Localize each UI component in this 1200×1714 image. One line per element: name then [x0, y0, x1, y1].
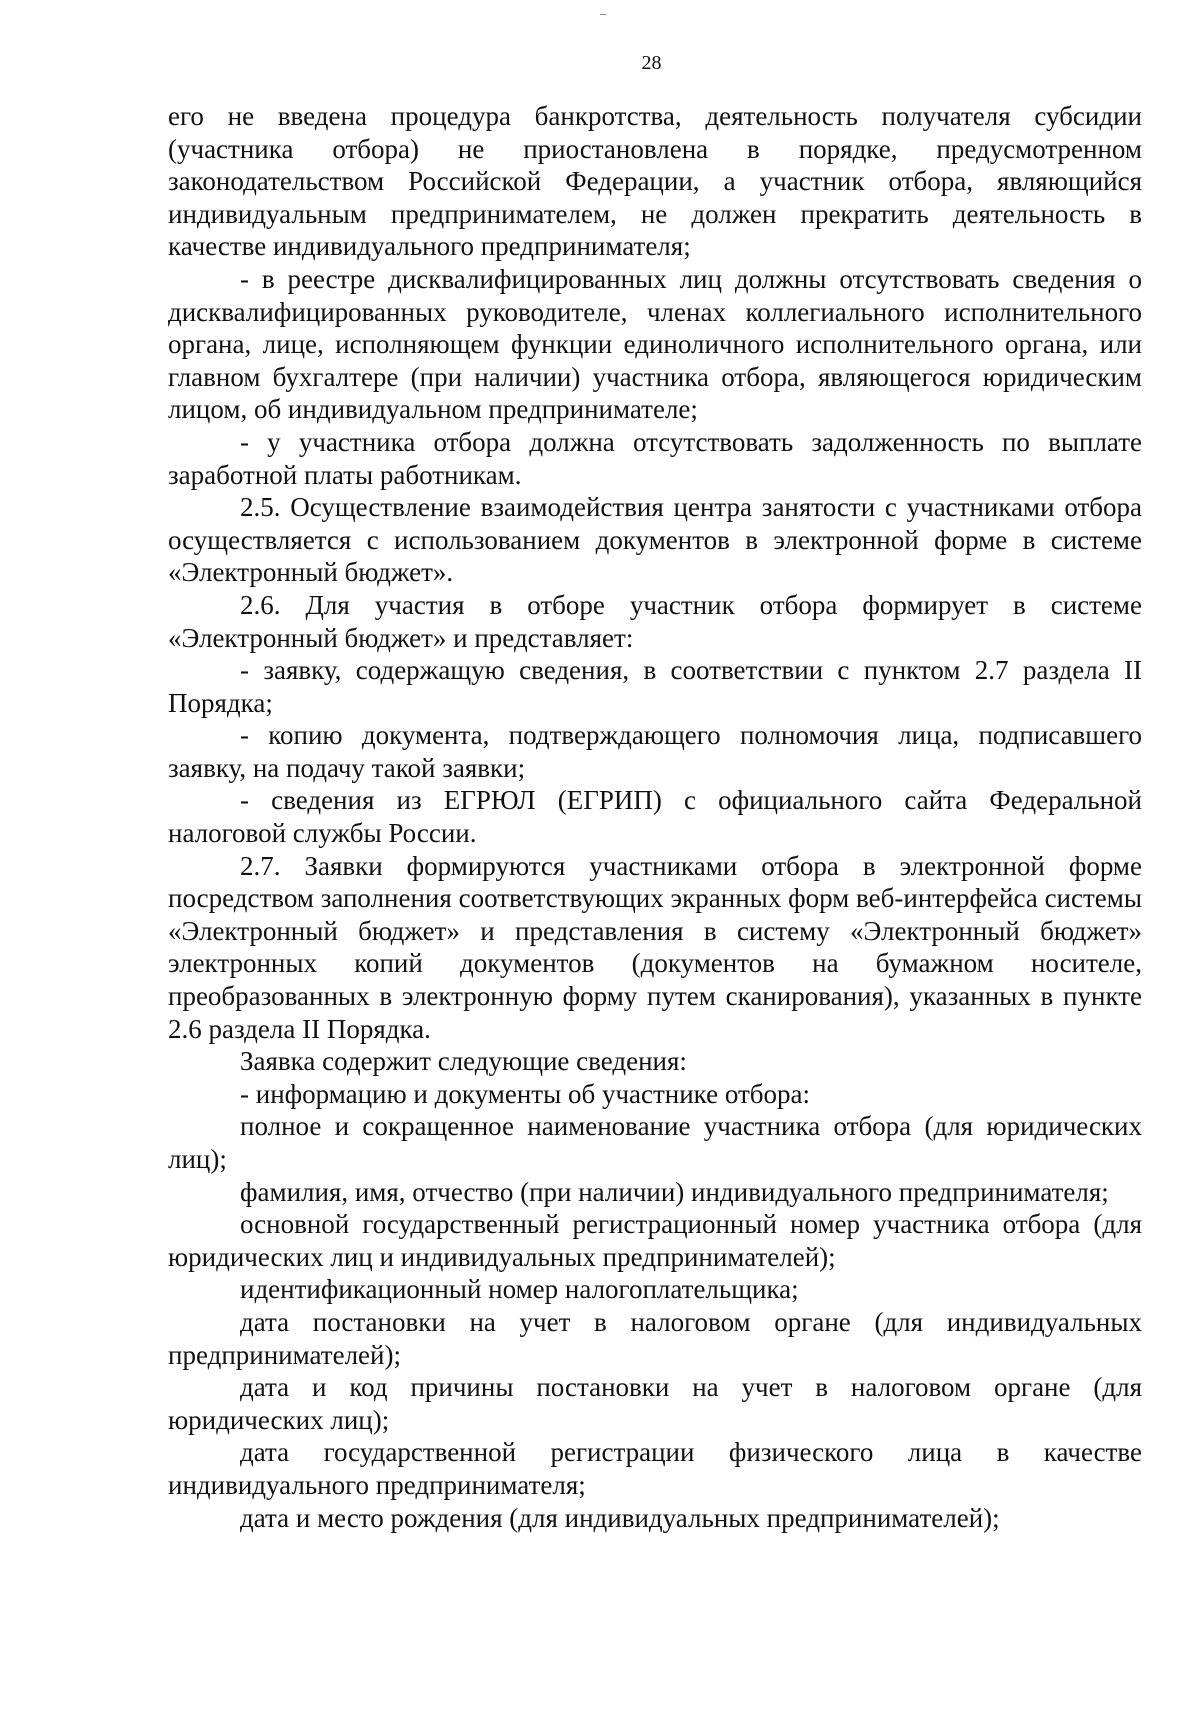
paragraph: основной государственный регистрационный номер участника отбора (для юридических лиц и индивидуальных предпринимателей); — [168, 1209, 1142, 1272]
paragraph: дата государственной регистрации физического лица в качестве индивидуального предпринимателя; — [168, 1437, 1142, 1500]
paragraph: дата и место рождения (для индивидуальных предпринимателей); — [240, 1502, 1000, 1533]
paragraph: 2.7. Заявки формируются участниками отбора в электронной форме посредством заполнения соответствующих экранных форм веб-интерфейса системы «Электронный бюджет» и представления в систему «Электронный бюджет» электронных копий документов (документов на бумажном носителе, преобразованных в электронную форму путем сканирования), указанных в пункте 2.6 раздела II Порядка. — [168, 850, 1142, 1044]
paragraph: Заявка содержит следующие сведения: — [240, 1046, 687, 1077]
paragraph: полное и сокращенное наименование участника отбора (для юридических лиц); — [168, 1111, 1142, 1174]
paragraph: - заявку, содержащую сведения, в соответствии с пунктом 2.7 раздела II Порядка; — [168, 655, 1142, 718]
paragraph: - у участника отбора должна отсутствовать задолженность по выплате заработной платы работникам. — [168, 426, 1142, 490]
paragraph: - информацию и документы об участнике отбора: — [240, 1078, 811, 1109]
paragraph: - в реестре дисквалифицированных лиц должны отсутствовать сведения о дисквалифицированных руководителе, членах коллегиального исполнительного органа, лице, исполняющем функции единоличного исполнительного органа, или главном бухгалтере (при наличии) участника отбора, являющегося юридическим лицом, об индивидуальном предпринимателе; — [168, 263, 1142, 425]
paragraph: его не введена процедура банкротства, деятельность получателя субсидии (участника отбора) не приостановлена в порядке, предусмотренном законодательством Российской Федерации, а участник отбора, являющийся индивидуальным предпринимателем, не должен прекратить деятельность в качестве индивидуального предпринимателя; — [168, 101, 1142, 262]
document-body — [168, 100, 1142, 1534]
paragraph: 2.6. Для участия в отборе участник отбора формирует в системе «Электронный бюджет» и представляет: — [168, 589, 1142, 653]
paragraph: - копию документа, подтверждающего полномочия лица, подписавшего заявку, на подачу такой заявки; — [168, 720, 1142, 783]
scan-mark — [600, 14, 606, 15]
paragraph: дата постановки на учет в налоговом органе (для индивидуальных предпринимателей); — [168, 1306, 1142, 1370]
paragraph: - сведения из ЕГРЮЛ (ЕГРИП) с официального сайта Федеральной налоговой службы России. — [168, 785, 1142, 849]
paragraph: идентификационный номер налогоплательщика; — [240, 1274, 799, 1305]
paragraph: 2.5. Осуществление взаимодействия центра занятости с участниками отбора осуществляется с использованием документов в электронной форме в системе «Электронный бюджет». — [168, 492, 1142, 588]
paragraph: фамилия, имя, отчество (при наличии) индивидуального предпринимателя; — [240, 1176, 1109, 1207]
page-number: 28 — [641, 52, 662, 74]
paragraph: дата и код причины постановки на учет в налоговом органе (для юридических лиц); — [168, 1372, 1142, 1435]
